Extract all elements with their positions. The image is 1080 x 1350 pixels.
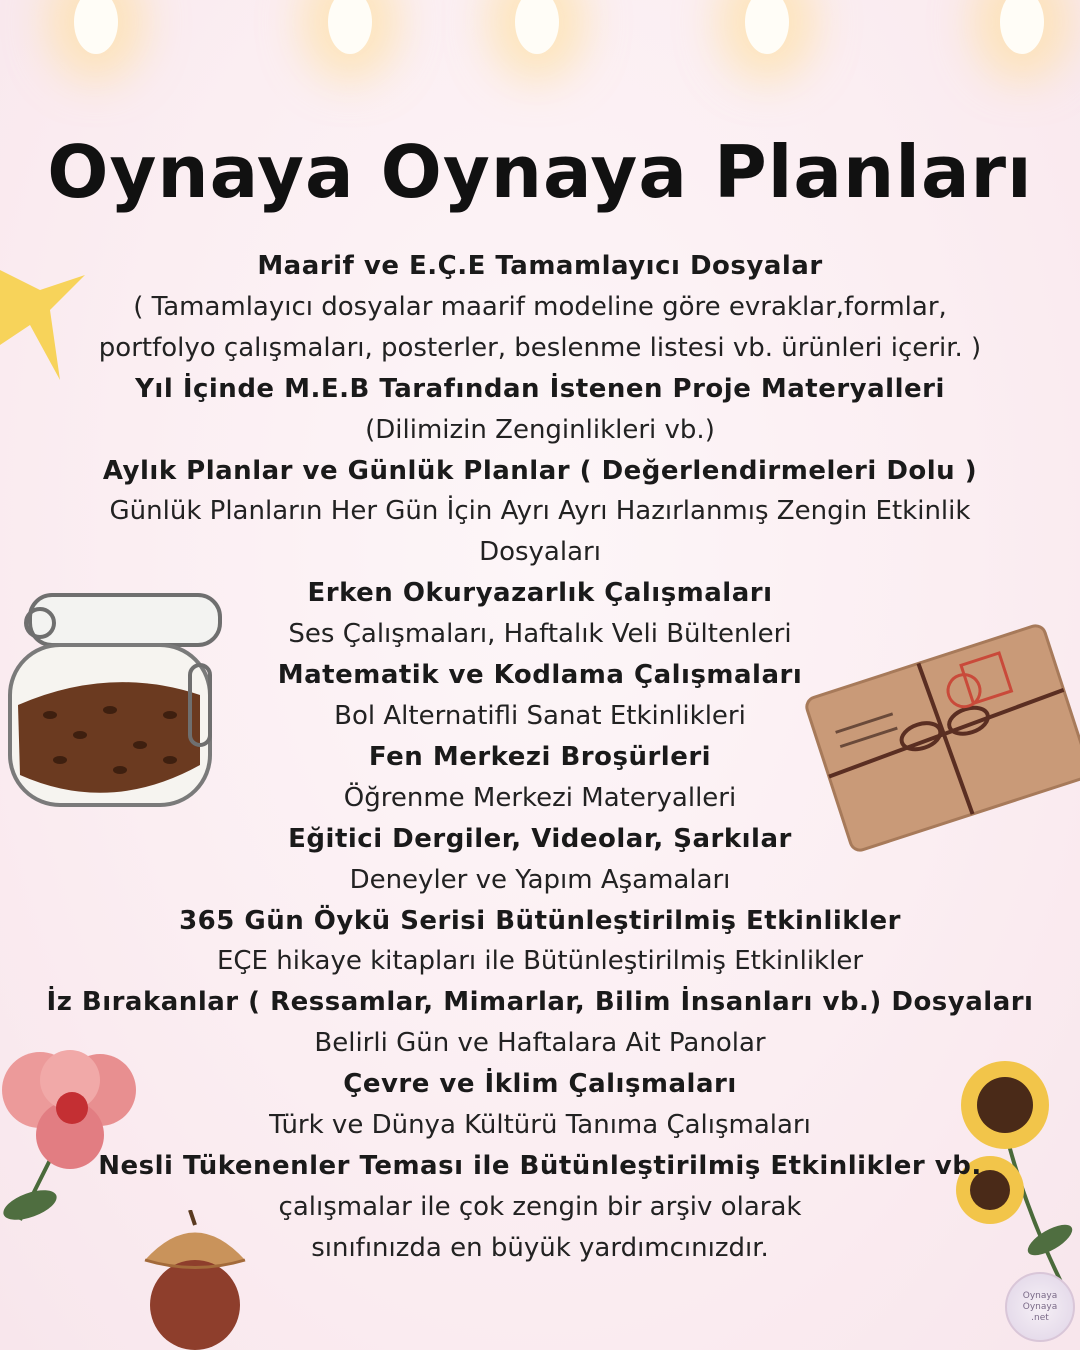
- feature-description: Dosyaları: [479, 537, 601, 568]
- light-bulb-icon: [328, 0, 372, 54]
- feature-description: çalışmalar ile çok zengin bir arşiv olarak: [278, 1191, 802, 1222]
- feature-heading: Nesli Tükenenler Teması ile Bütünleştirilmiş Etkinlikler vb.: [98, 1150, 982, 1181]
- feature-description: Belirli Gün ve Haftalara Ait Panolar: [314, 1028, 766, 1059]
- feature-description: (Dilimizin Zenginlikleri vb.): [365, 414, 715, 445]
- light-bulb-icon: [1000, 0, 1044, 54]
- feature-description: portfolyo çalışmaları, posterler, beslenme listesi vb. ürünleri içerir. ): [98, 332, 982, 363]
- feature-description: Bol Alternatifli Sanat Etkinlikleri: [334, 700, 746, 731]
- logo-text: Oynaya Oynaya .net: [1022, 1290, 1058, 1323]
- site-logo: [1005, 1272, 1075, 1342]
- light-bulb-icon: [745, 0, 789, 54]
- feature-description: Türk ve Dünya Kültürü Tanıma Çalışmaları: [269, 1110, 811, 1141]
- page-title: Oynaya Oynaya Planları: [47, 130, 1033, 214]
- feature-heading: Maarif ve E.Ç.E Tamamlayıcı Dosyalar: [257, 251, 823, 281]
- feature-description: Öğrenme Merkezi Materyalleri: [343, 782, 737, 813]
- feature-description: Günlük Planların Her Gün İçin Ayrı Ayrı Hazırlanmış Zengin Etkinlik: [109, 496, 971, 527]
- feature-description: Deneyler ve Yapım Aşamaları: [349, 864, 731, 895]
- string-lights: [0, 0, 1080, 90]
- feature-description: Ses Çalışmaları, Haftalık Veli Bültenleri: [288, 619, 792, 650]
- feature-heading: Aylık Planlar ve Günlük Planlar ( Değerlendirmeleri Dolu ): [102, 455, 978, 486]
- feature-heading: Çevre ve İklim Çalışmaları: [343, 1069, 737, 1100]
- feature-description: sınıfınızda en büyük yardımcınızdır.: [311, 1232, 769, 1263]
- feature-list: [40, 246, 1040, 1269]
- feature-heading: Fen Merkezi Broşürleri: [368, 741, 712, 772]
- feature-description: EÇE hikaye kitapları ile Bütünleştirilmiş Etkinlikler: [216, 946, 864, 977]
- feature-heading: Erken Okuryazarlık Çalışmaları: [307, 578, 773, 609]
- feature-heading: İz Bırakanlar ( Ressamlar, Mimarlar, Bilim İnsanları vb.) Dosyaları: [46, 987, 1034, 1018]
- light-bulb-icon: [74, 0, 118, 54]
- feature-heading: Yıl İçinde M.E.B Tarafından İstenen Proje Materyalleri: [135, 373, 945, 404]
- feature-heading: Eğitici Dergiler, Videolar, Şarkılar: [288, 823, 792, 854]
- feature-heading: Matematik ve Kodlama Çalışmaları: [277, 660, 803, 691]
- feature-description: ( Tamamlayıcı dosyalar maarif modeline göre evraklar,formlar,: [133, 291, 947, 322]
- feature-heading: 365 Gün Öykü Serisi Bütünleştirilmiş Etkinlikler: [179, 905, 901, 936]
- light-bulb-icon: [515, 0, 559, 54]
